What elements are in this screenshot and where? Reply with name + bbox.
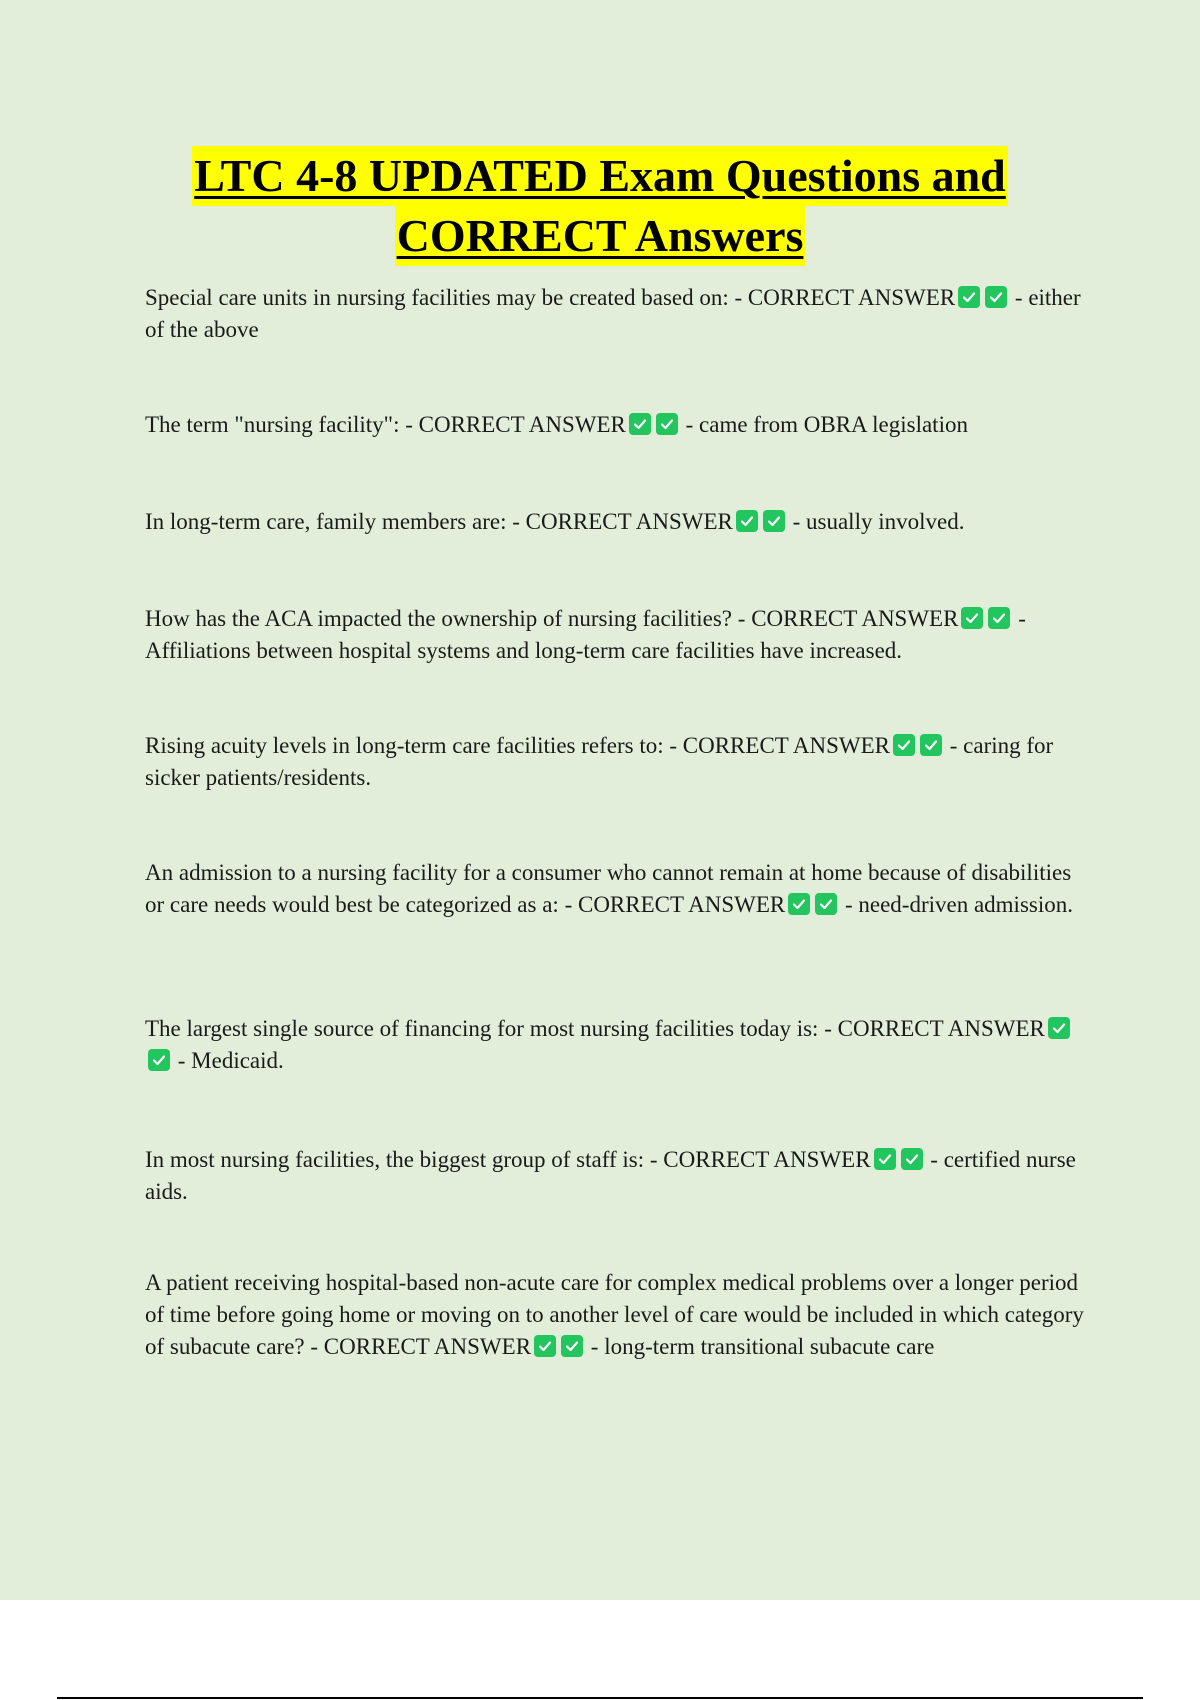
- checkmark-icon: [988, 607, 1010, 629]
- title-line-2: CORRECT Answers: [395, 206, 806, 266]
- answer-text: - came from OBRA legislation: [685, 412, 968, 437]
- checkmark-icon: [815, 893, 837, 915]
- checkmark-icon: [961, 607, 983, 629]
- checkmark-icon: [1048, 1017, 1070, 1039]
- checkmark-icon: [985, 286, 1007, 308]
- answer-text: - usually involved.: [792, 509, 965, 534]
- checkmark-icon: [736, 510, 758, 532]
- qa-item: [145, 1013, 1095, 1077]
- answer-text: - certified nurse aids.: [145, 1147, 1076, 1204]
- question-text: Rising acuity levels in long-term care facilities refers to:: [145, 733, 664, 758]
- qa-item: [145, 603, 1095, 667]
- checkmark-icon: [958, 286, 980, 308]
- checkmark-icon: [763, 510, 785, 532]
- answer-text: - Medicaid.: [177, 1048, 284, 1073]
- question-text: In long-term care, family members are:: [145, 509, 507, 534]
- checkmark-icon: [656, 413, 678, 435]
- checkmark-icon: [148, 1049, 170, 1071]
- answer-text: - caring for sicker patients/residents.: [145, 733, 1054, 790]
- answer-marker: - CORRECT ANSWER: [669, 733, 891, 758]
- footer-rule: [57, 1697, 1143, 1699]
- title-line-1: LTC 4-8 UPDATED Exam Questions and: [192, 146, 1008, 206]
- checkmark-icon: [920, 734, 942, 756]
- checkmark-icon: [901, 1148, 923, 1170]
- question-text: In most nursing facilities, the biggest group of staff is:: [145, 1147, 645, 1172]
- answer-marker: - CORRECT ANSWER: [512, 509, 733, 534]
- checkmark-icon: [874, 1148, 896, 1170]
- qa-item: [145, 730, 1095, 794]
- checkmark-icon: [788, 893, 810, 915]
- answer-text: - Affiliations between hospital systems and long-term care facilities have increased.: [145, 606, 1026, 663]
- question-text: The largest single source of financing for most nursing facilities today is:: [145, 1016, 819, 1041]
- checkmark-icon: [629, 413, 651, 435]
- qa-item: [145, 282, 1095, 346]
- answer-marker: - CORRECT ANSWER: [564, 892, 786, 917]
- answer-marker: - CORRECT ANSWER: [310, 1334, 532, 1359]
- answer-marker: - CORRECT ANSWER: [737, 606, 959, 631]
- question-text: Special care units in nursing facilities may be created based on:: [145, 285, 729, 310]
- page-gap: [0, 1600, 1200, 1700]
- answer-text: - long-term transitional subacute care: [590, 1334, 935, 1359]
- answer-text: - need-driven admission.: [844, 892, 1073, 917]
- qa-item: [145, 1267, 1095, 1363]
- answer-text: - either of the above: [145, 285, 1081, 342]
- answer-marker: - CORRECT ANSWER: [649, 1147, 871, 1172]
- qa-item: [145, 1144, 1095, 1208]
- question-text: The term "nursing facility":: [145, 412, 400, 437]
- answer-marker: - CORRECT ANSWER: [824, 1016, 1045, 1041]
- document-title: [0, 146, 1200, 266]
- answer-marker: - CORRECT ANSWER: [405, 412, 626, 437]
- qa-item: [145, 506, 1095, 538]
- checkmark-icon: [893, 734, 915, 756]
- qa-item: [145, 857, 1095, 921]
- question-text: An admission to a nursing facility for a consumer who cannot remain at home because of disabilities or care needs would best be categorized as a:: [145, 860, 1072, 917]
- qa-item: [145, 409, 1095, 441]
- answer-marker: - CORRECT ANSWER: [734, 285, 956, 310]
- question-text: How has the ACA impacted the ownership of nursing facilities?: [145, 606, 733, 631]
- question-text: A patient receiving hospital-based non-acute care for complex medical problems over a longer period of time before going home or moving on to another level of care would be included in which category of subacute care?: [145, 1270, 1084, 1359]
- checkmark-icon: [561, 1335, 583, 1357]
- checkmark-icon: [534, 1335, 556, 1357]
